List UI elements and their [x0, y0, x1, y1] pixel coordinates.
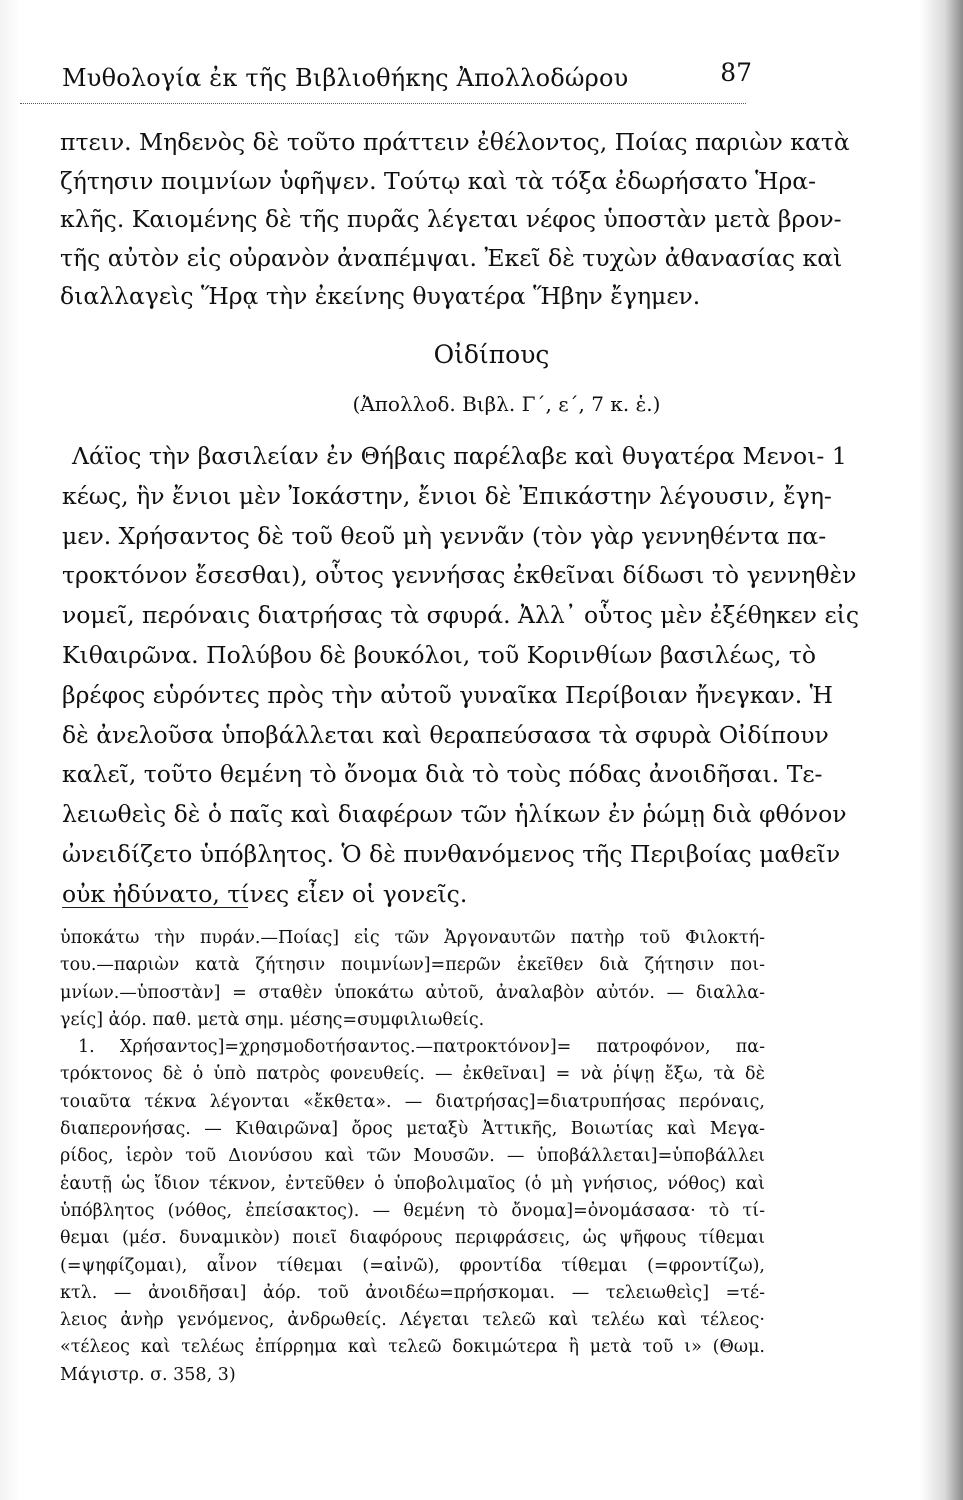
- text-line: διαλλαγεὶς Ἥρᾳ τὴν ἐκείνης θυγατέρα Ἥβην ἔγημεν.: [60, 282, 701, 311]
- paragraph-continuation: [60, 123, 850, 316]
- footnote-line: μνίων.—ὑποστὰν] = σταθὲν ὑποκάτω αὐτοῦ, ἀναλαβὸν αὐτόν. — διαλλα-: [60, 982, 765, 1003]
- text-line: οὐκ ἠδύνατο, τίνες εἶεν οἱ γονεῖς.: [62, 879, 468, 908]
- footnotes: [60, 925, 765, 1389]
- text-line: Λάϊος τὴν βασιλείαν ἐν Θήβαις παρέλαβε καὶ θυγατέρα Μενοι- 1: [72, 442, 847, 470]
- text-line: καλεῖ, τοῦτο θεμένη τὸ ὄνομα διὰ τὸ τοὺς πόδας ἀνοιδῆσαι. Τε-: [62, 760, 823, 789]
- footnote-line: ρίδος, ἱερὸν τοῦ Διονύσου καὶ τῶν Μουσῶν. — ὑποβάλλεται]=ὑποβάλλει: [60, 1146, 765, 1167]
- footnote-line: Μάγιστρ. σ. 358, 3): [60, 1364, 236, 1385]
- text-line: ὠνειδίζετο ὑπόβλητος. Ὁ δὲ πυνθανόμενος τῆς Περιβοίας μαθεῖν: [62, 839, 841, 868]
- text-line: τροκτόνον ἔσεσθαι), οὗτος γεννήσας ἐκθεῖναι δίδωσι τὸ γεννηθὲν: [62, 561, 857, 590]
- section-source: (Ἀπολλοδ. Βιβλ. Γ΄, ε΄, 7 κ. ἑ.): [352, 392, 661, 416]
- footnote-line: λειος ἀνὴρ γενόμενος, ἀνδρωθείς. Λέγεται τελεῶ καὶ τελέω καὶ τέλεος·: [60, 1310, 765, 1331]
- section-title: Οἰδίπους: [433, 340, 550, 369]
- footnote-line: ἑαυτῇ ὡς ἴδιον τέκνον, ἐντεῦθεν ὁ ὑποβολιμαῖος (ὁ μὴ γνήσιος, νόθος) καὶ: [60, 1173, 765, 1194]
- footnote-line: 1. Χρήσαντος]=χρησμοδοτήσαντος.—πατροκτόνον]= πατροφόνον, πα-: [78, 1037, 765, 1058]
- text-line: Κιθαιρῶνα. Πολύβου δὲ βουκόλοι, τοῦ Κορινθίων βασιλέως, τὸ: [62, 640, 817, 669]
- text-line: κλῆς. Καιομένης δὲ τῆς πυρᾶς λέγεται νέφος ὑποστὰν μετὰ βρον-: [60, 205, 842, 234]
- header-rule: [20, 103, 746, 104]
- paragraph-oedipus: [62, 437, 859, 915]
- footnote-line: τρόκτονος δὲ ὁ ὑπὸ πατρὸς φονευθείς. — ἐκθεῖναι] = νὰ ῥίψῃ ἔξω, τὰ δὲ: [60, 1064, 765, 1085]
- text-line: βρέφος εὑρόντες πρὸς τὴν αὐτοῦ γυναῖκα Περίβοιαν ἤνεγκαν. Ἡ: [62, 680, 833, 709]
- footnote-line: τοιαῦτα τέκνα λέγονται «ἔκθετα». — διατρήσας]=διατρυπήσας περόναις,: [60, 1091, 765, 1112]
- footnote-line: ὑπόβλητος (νόθος, ἐπείσακτος). — θεμένη τὸ ὄνομα]=ὀνομάσασα· τὸ τί-: [60, 1200, 765, 1221]
- running-title: Μυθολογία ἐκ τῆς Βιβλιοθήκης Ἀπολλοδώρου: [62, 64, 629, 92]
- text-line: νομεῖ, περόναις διατρήσας τὰ σφυρά. Ἀλλ᾽ οὗτος μὲν ἐξέθηκεν εἰς: [62, 601, 859, 630]
- footnote-line: διαπερονήσας. — Κιθαιρῶνα] ὄρος μεταξὺ Ἀττικῆς, Βοιωτίας καὶ Μεγα-: [60, 1119, 765, 1140]
- page-header: [62, 58, 752, 98]
- text-line: κέως, ἣν ἔνιοι μὲν Ἰοκάστην, ἔνιοι δὲ Ἐπικάστην λέγουσιν, ἔγη-: [62, 481, 832, 510]
- footnote-line: (=ψηφίζομαι), αἶνον τίθεμαι (=αἰνῶ), φροντίδα τίθεμαι (=φροντίζω),: [60, 1255, 765, 1276]
- footnote-line: ὑποκάτω τὴν πυράν.—Ποίας] εἰς τῶν Ἀργοναυτῶν πατὴρ τοῦ Φιλοκτή-: [60, 928, 765, 948]
- text-line: λειωθεὶς δὲ ὁ παῖς καὶ διαφέρων τῶν ἡλίκων ἐν ῥώμῃ διὰ φθόνον: [62, 800, 847, 829]
- text-line: δὲ ἀνελοῦσα ὑποβάλλεται καὶ θεραπεύσασα τὰ σφυρὰ Οἰδίπουν: [62, 720, 829, 749]
- text-line: μεν. Χρήσαντος δὲ τοῦ θεοῦ μὴ γεννᾶν (τὸν γὰρ γεννηθέντα πα-: [62, 521, 827, 550]
- page-number: 87: [720, 58, 752, 87]
- text-line: τῆς αὐτὸν εἰς οὐρανὸν ἀναπέμψαι. Ἐκεῖ δὲ τυχὼν ἀθανασίας καὶ: [60, 243, 843, 272]
- footnote-line: «τέλεος καὶ τελέως ἐπίρρημα καὶ τελεῶ δοκιμώτερα ἢ μετὰ τοῦ ι» (Θωμ.: [60, 1337, 765, 1358]
- text-line: πτειν. Μηδενὸς δὲ τοῦτο πράττειν ἐθέλοντος, Ποίας παριὼν κατὰ: [60, 128, 850, 156]
- footnote-rule: [62, 907, 248, 908]
- footnote-line: θεμαι (μέσ. δυναμικὸν) ποιεῖ διαφόρους περιφράσεις, ὡς ψῆφους τίθεμαι: [60, 1228, 765, 1249]
- footnote-line: γείς] ἀόρ. παθ. μετὰ σημ. μέσης=συμφιλιωθείς.: [60, 1009, 485, 1030]
- footnote-line: κτλ. — ἀνοιδῆσαι] ἀόρ. τοῦ ἀνοιδέω=πρήσκομαι. — τελειωθεὶς] =τέ-: [60, 1282, 765, 1303]
- text-line: ζήτησιν ποιμνίων ὑφῆψεν. Τούτῳ καὶ τὰ τόξα ἐδωρήσατο Ἡρα-: [60, 166, 817, 195]
- footnote-line: του.—παριὼν κατὰ ζήτησιν ποιμνίων]=περῶν ἐκεῖθεν διὰ ζήτησιν ποι-: [60, 955, 765, 976]
